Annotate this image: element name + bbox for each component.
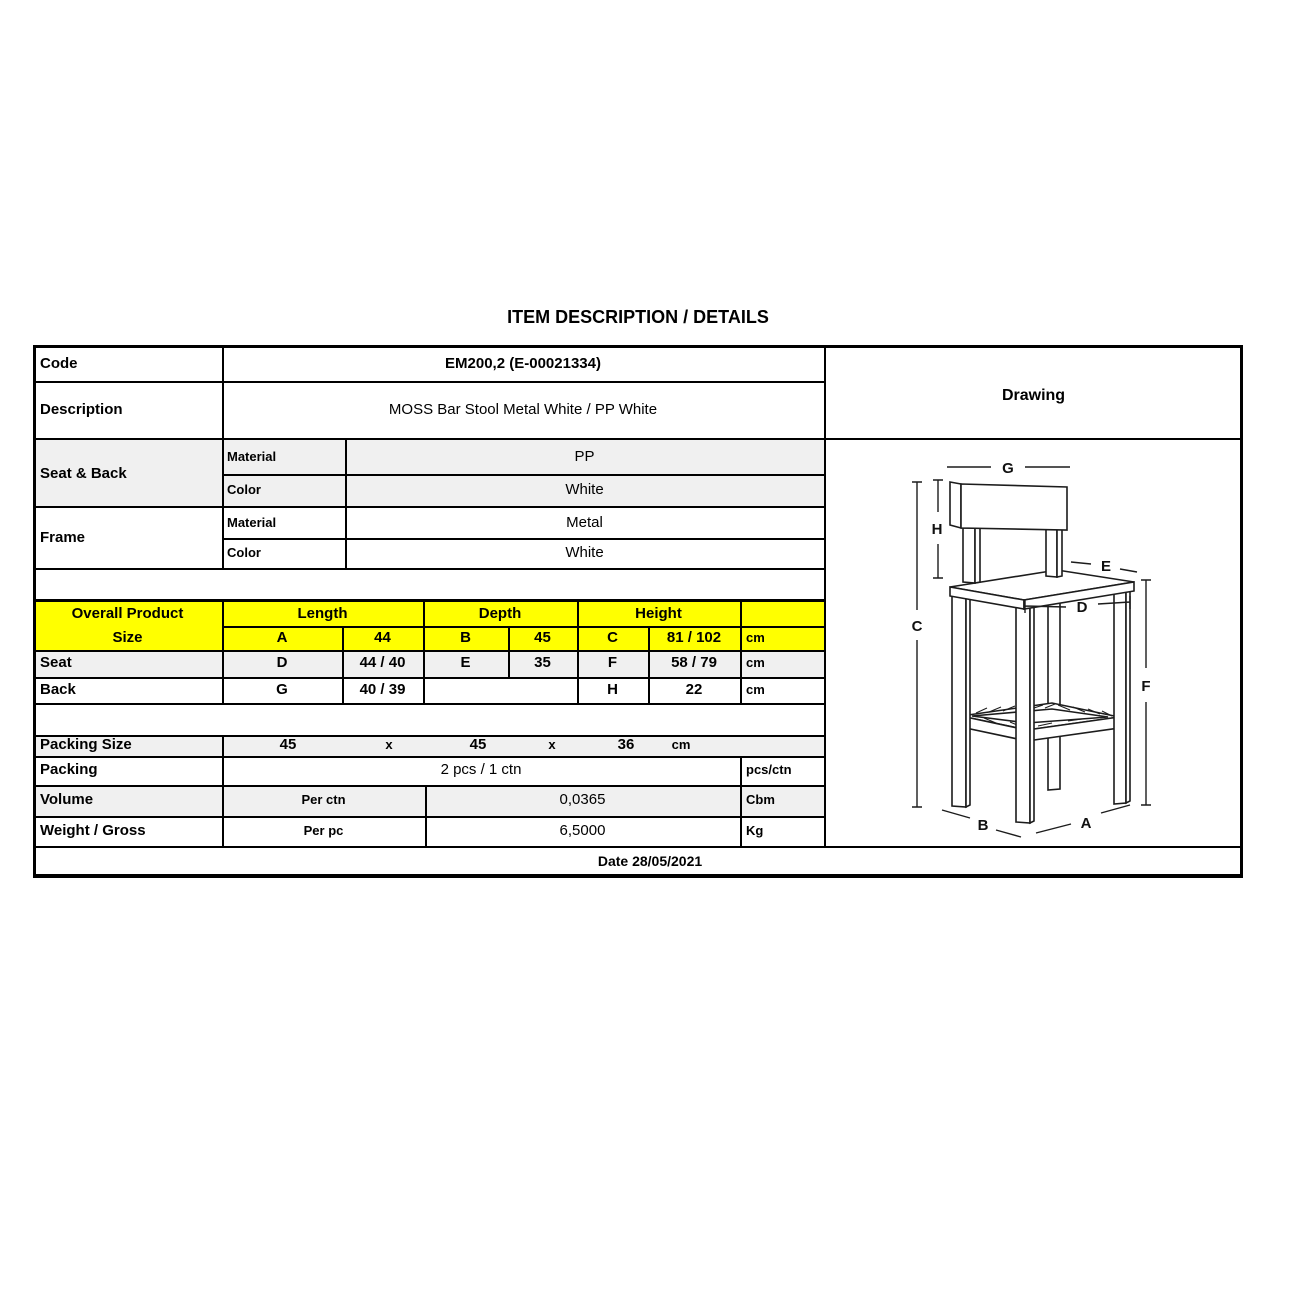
dim-label-g: G bbox=[1002, 460, 1014, 477]
weight-value: 6,5000 bbox=[559, 822, 606, 839]
back-row-label: Back bbox=[40, 681, 76, 698]
dim-e-key: E bbox=[460, 654, 471, 671]
dim-b-value: 45 bbox=[534, 629, 551, 646]
table-border-top bbox=[33, 345, 1243, 348]
weight-basis: Per pc bbox=[303, 823, 344, 838]
packing-size-v2: 45 bbox=[469, 736, 487, 753]
grid-line bbox=[33, 703, 824, 705]
dim-a-value: 44 bbox=[374, 629, 391, 646]
dim-f-key: F bbox=[607, 654, 618, 671]
dim-a-key: A bbox=[276, 629, 288, 646]
stool-structure bbox=[950, 482, 1134, 823]
frame-color-label: Color bbox=[227, 545, 261, 560]
dim-h-key: H bbox=[607, 681, 618, 698]
back-unit: cm bbox=[746, 682, 765, 697]
dim-f-value: 58 / 79 bbox=[671, 654, 717, 671]
dim-label-a: A bbox=[1080, 815, 1092, 832]
grid-line bbox=[740, 599, 742, 705]
table-border-bottom bbox=[33, 874, 1243, 878]
grid-line bbox=[33, 735, 824, 737]
seat-back-color-value: White bbox=[565, 481, 604, 498]
description-label: Description bbox=[40, 401, 123, 418]
packing-size-v1: 45 bbox=[279, 736, 297, 753]
dim-label-h: H bbox=[931, 521, 943, 538]
grid-line bbox=[222, 474, 824, 476]
drawing-panel-title: Drawing bbox=[1001, 387, 1066, 404]
dim-c-value: 81 / 102 bbox=[666, 629, 722, 646]
packing-label: Packing bbox=[40, 761, 98, 778]
weight-label: Weight / Gross bbox=[40, 822, 146, 839]
stool-drawing bbox=[824, 440, 1243, 846]
page-title: ITEM DESCRIPTION / DETAILS bbox=[507, 307, 769, 327]
dim-label-e: E bbox=[1100, 558, 1112, 575]
frame-color-value: White bbox=[565, 544, 604, 561]
packing-size-sep2: x bbox=[548, 737, 556, 752]
date-text: Date 28/05/2021 bbox=[597, 853, 703, 869]
seat-row-label: Seat bbox=[40, 654, 72, 671]
volume-label: Volume bbox=[40, 791, 94, 808]
packing-size-label: Packing Size bbox=[40, 736, 132, 753]
volume-unit: Cbm bbox=[746, 792, 775, 807]
grid-line bbox=[33, 506, 824, 508]
grid-line bbox=[222, 345, 224, 568]
packing-value: 2 pcs / 1 ctn bbox=[440, 761, 522, 778]
code-label: Code bbox=[40, 355, 78, 372]
dim-label-b: B bbox=[977, 817, 989, 834]
weight-unit: Kg bbox=[746, 823, 764, 838]
dim-d-value: 44 / 40 bbox=[359, 654, 406, 671]
frame-material-label: Material bbox=[227, 515, 277, 530]
seat-back-material-label: Material bbox=[227, 449, 277, 464]
description-value: MOSS Bar Stool Metal White / PP White bbox=[388, 401, 658, 418]
grid-line bbox=[33, 568, 824, 570]
packing-size-v3: 36 bbox=[617, 736, 635, 753]
height-header: Height bbox=[635, 605, 682, 622]
frame-label: Frame bbox=[40, 529, 86, 546]
dim-d-key: D bbox=[276, 654, 288, 671]
length-header: Length bbox=[297, 605, 348, 622]
dim-b-key: B bbox=[460, 629, 471, 646]
dim-g-value: 40 / 39 bbox=[359, 681, 406, 698]
dim-h-value: 22 bbox=[685, 681, 703, 698]
volume-value: 0,0365 bbox=[559, 791, 606, 808]
grid-line bbox=[33, 381, 824, 383]
dim-c-key: C bbox=[607, 629, 618, 646]
grid-line bbox=[740, 756, 742, 846]
packing-size-unit: cm bbox=[671, 737, 691, 752]
seat-back-material-value: PP bbox=[574, 448, 595, 465]
dim-label-f: F bbox=[1141, 678, 1151, 695]
seat-unit: cm bbox=[746, 655, 765, 670]
volume-basis: Per ctn bbox=[301, 792, 346, 807]
packing-unit: pcs/ctn bbox=[746, 762, 792, 777]
depth-header: Depth bbox=[478, 605, 522, 622]
packing-size-row-shade bbox=[33, 737, 824, 756]
dim-label-c: C bbox=[911, 618, 923, 635]
overall-product-label-line1: Overall Product bbox=[71, 605, 184, 622]
code-value: EM200,2 (E-00021334) bbox=[445, 355, 601, 372]
seat-back-color-label: Color bbox=[227, 482, 261, 497]
dim-e-value: 35 bbox=[534, 654, 551, 671]
overall-unit: cm bbox=[746, 630, 765, 645]
seat-back-label: Seat & Back bbox=[40, 465, 127, 482]
packing-size-sep1: x bbox=[385, 737, 393, 752]
frame-material-value: Metal bbox=[566, 514, 603, 531]
dim-label-d: D bbox=[1076, 599, 1088, 616]
overall-product-label-line2: Size bbox=[112, 629, 143, 646]
dim-g-key: G bbox=[276, 681, 288, 698]
